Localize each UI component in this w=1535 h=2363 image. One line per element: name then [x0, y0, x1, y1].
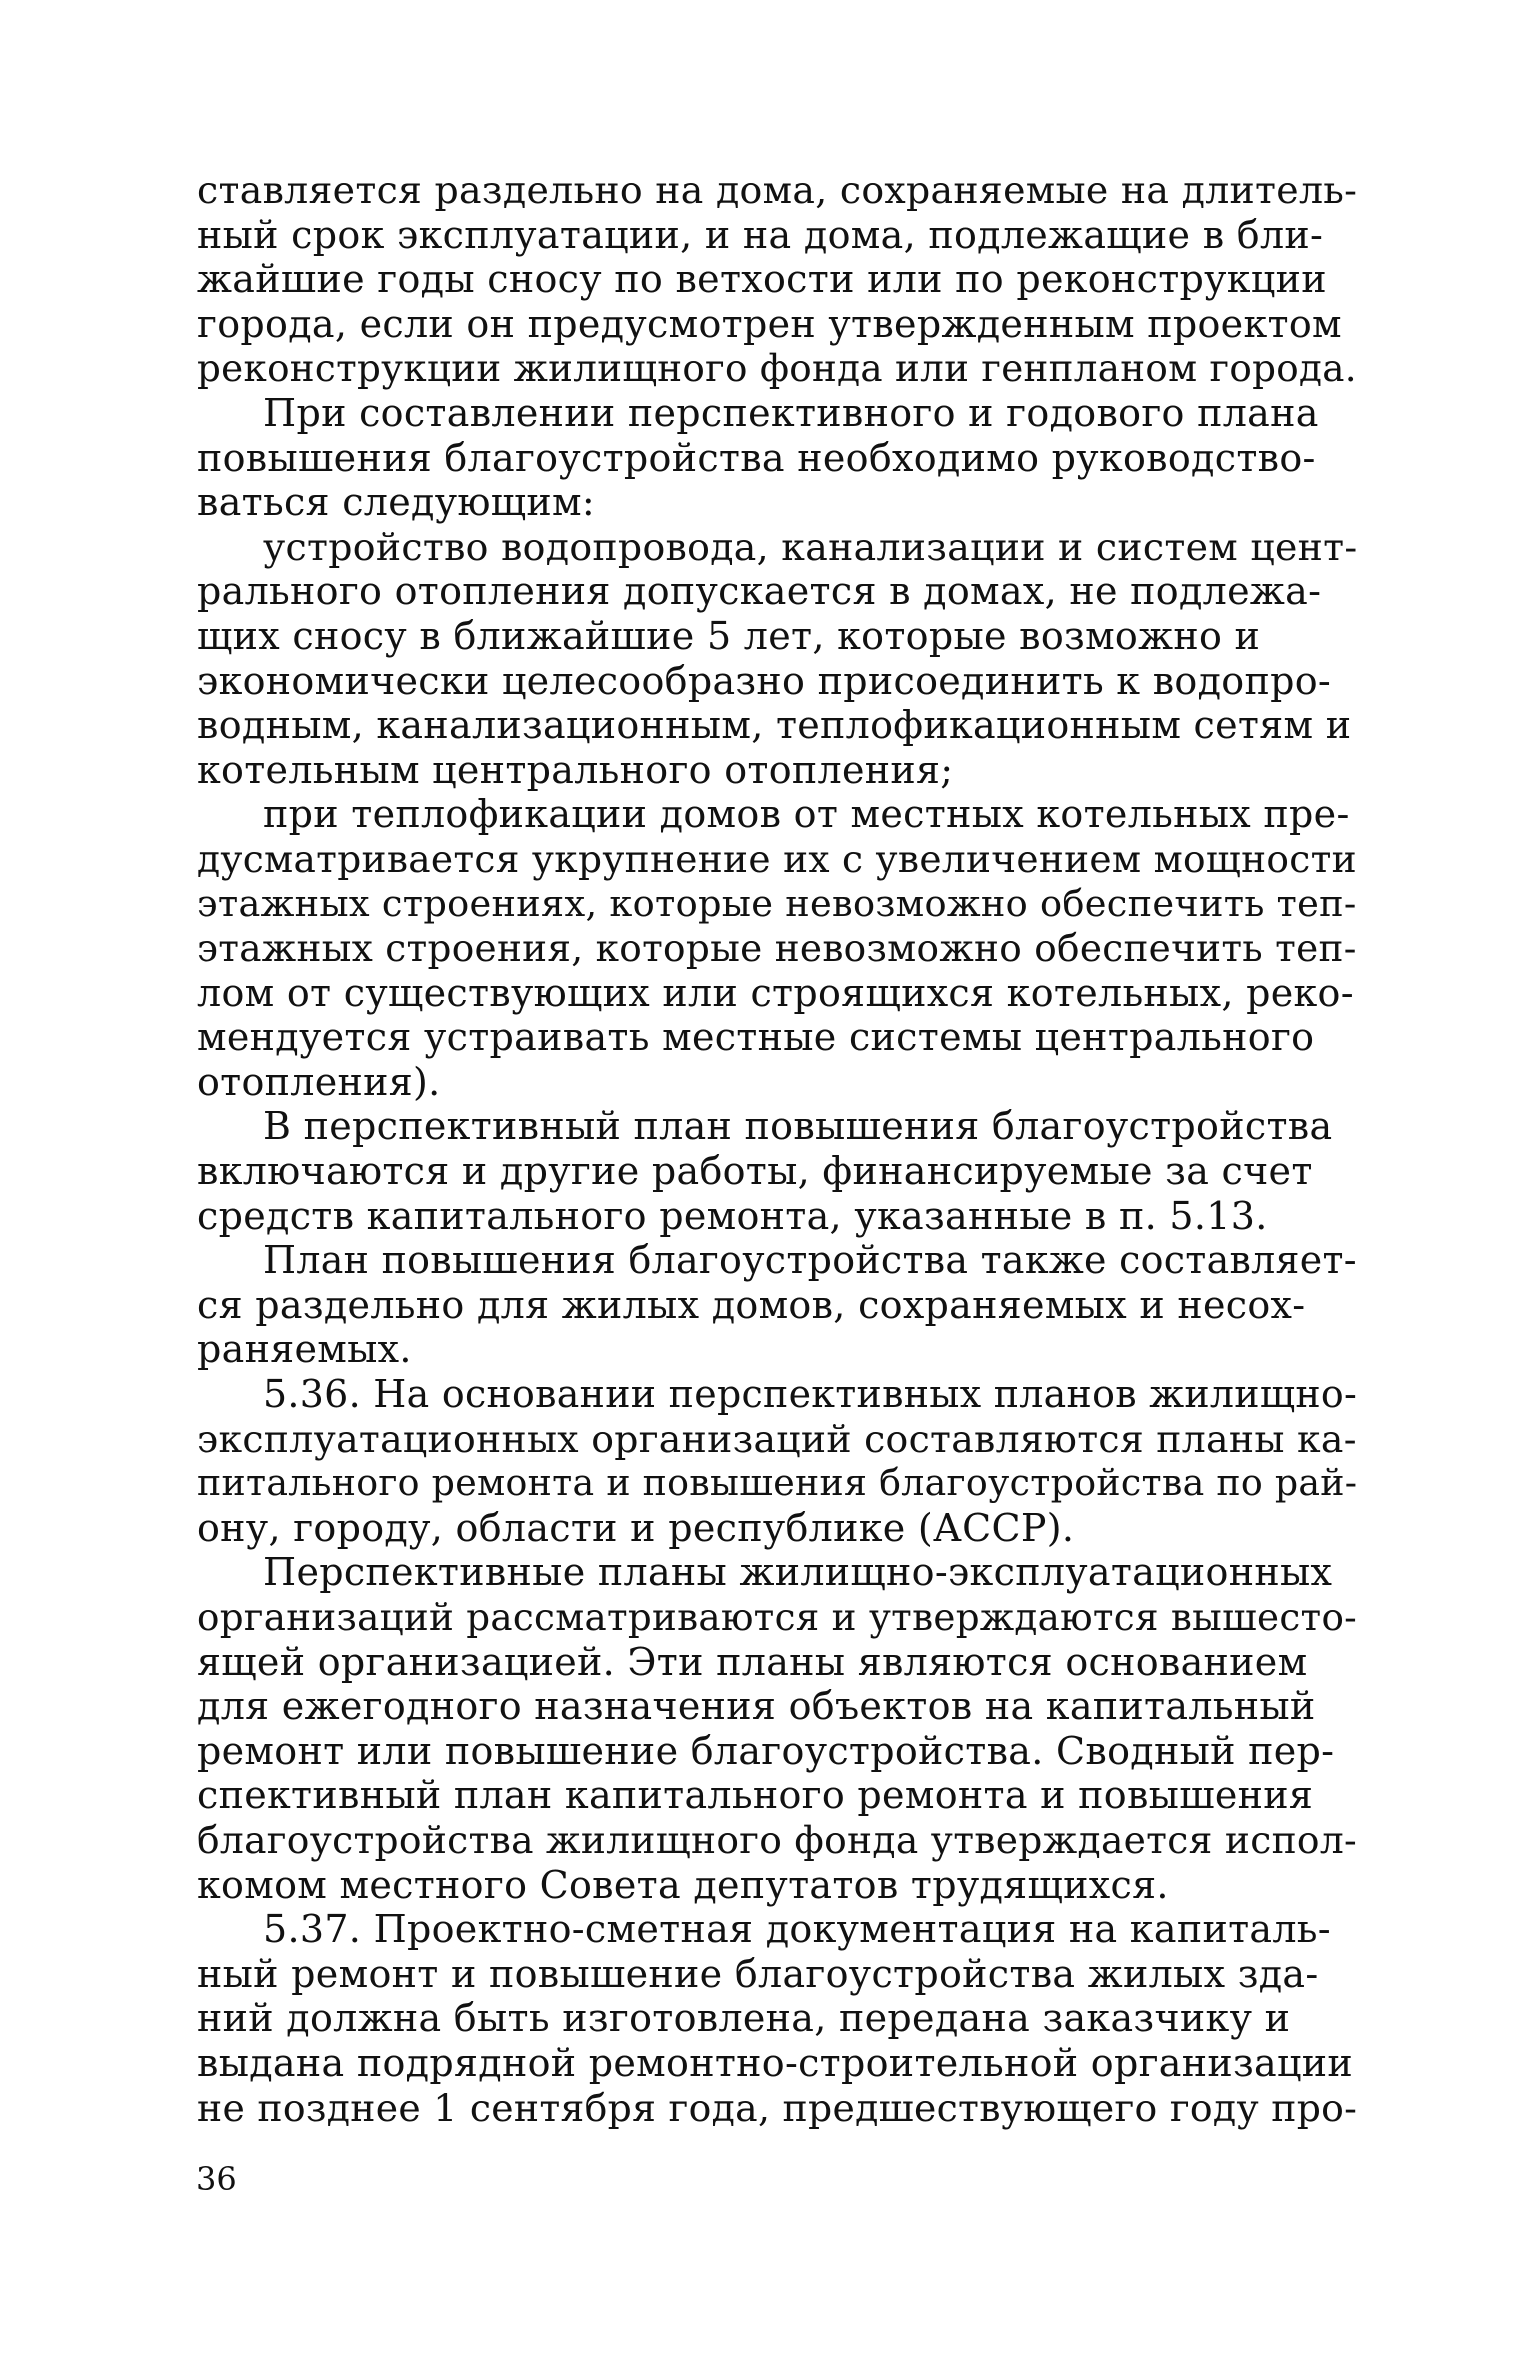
text-line: для ежегодного назначения объектов на капитальный — [197, 1684, 1316, 1729]
text-line: жайшие годы сносу по ветхости или по реконструкции — [197, 257, 1327, 302]
text-line: дусматривается укрупнение их с увеличением мощности — [197, 836, 1357, 881]
text-line: 5.36. На основании перспективных планов жилищно- — [263, 1372, 1357, 1417]
text-line: В перспективный план повышения благоустройства — [263, 1104, 1333, 1149]
text-line: эксплуатационных организаций составляются планы ка- — [197, 1416, 1357, 1461]
text-line: раняемых. — [197, 1327, 412, 1372]
text-line: города, если он предусмотрен утвержденным проектом — [197, 301, 1342, 346]
text-line: ящей организацией. Эти планы являются основанием — [197, 1639, 1308, 1684]
body-text — [197, 168, 1357, 2130]
text-line: ный срок эксплуатации, и на дома, подлежащие в бли- — [197, 212, 1324, 257]
text-line: ону, городу, области и республике (АССР). — [197, 1505, 1075, 1550]
text-line: комом местного Совета депутатов трудящихся. — [197, 1862, 1169, 1907]
text-line: включаются и другие работы, финансируемые за счет — [197, 1149, 1313, 1194]
text-line: экономически целесообразно присоединить к водопро- — [197, 658, 1332, 703]
text-line: не позднее 1 сентября года, предшествующего году про- — [197, 2085, 1357, 2130]
text-line: ний должна быть изготовлена, передана заказчику и — [197, 1996, 1291, 2041]
text-line: водным, канализационным, теплофикационным сетям и — [197, 703, 1352, 748]
text-line: ный ремонт и повышение благоустройства жилых зда- — [197, 1951, 1319, 1996]
text-line: котельным центрального отопления; — [197, 747, 954, 792]
text-line: организаций рассматриваются и утверждаются вышесто- — [197, 1595, 1357, 1639]
page-number: 36 — [196, 2160, 237, 2198]
text-line: План повышения благоустройства также составляет- — [263, 1238, 1357, 1283]
text-line: реконструкции жилищного фонда или генпланом города. — [197, 346, 1357, 391]
text-line: этажных строениях, которые невозможно обеспечить теп- — [197, 881, 1357, 925]
text-line: повышения благоустройства необходимо руководство- — [197, 435, 1316, 480]
text-line: При составлении перспективного и годового плана — [263, 390, 1319, 435]
text-line: ся раздельно для жилых домов, сохраняемых и несох- — [197, 1282, 1306, 1327]
text-line: средств капитального ремонта, указанные в п. 5.13. — [197, 1193, 1268, 1238]
text-line: спективный план капитального ремонта и повышения — [197, 1773, 1314, 1818]
text-line: мендуется устраивать местные системы центрального — [197, 1015, 1315, 1060]
text-line: ставляется раздельно на дома, сохраняемые на длитель- — [197, 168, 1357, 212]
text-line: благоустройства жилищного фонда утверждается испол- — [197, 1817, 1357, 1862]
text-line: отопления). — [197, 1059, 441, 1104]
text-line: питального ремонта и повышения благоустройства по рай- — [197, 1461, 1357, 1505]
text-line: лом от существующих или строящихся котельных, реко- — [197, 970, 1354, 1015]
text-line: ремонт или повышение благоустройства. Сводный пер- — [197, 1728, 1335, 1773]
text-line: щих сносу в ближайшие 5 лет, которые возможно и — [197, 613, 1261, 658]
text-line: Перспективные планы жилищно-эксплуатационных — [263, 1550, 1333, 1595]
text-line: устройство водопровода, канализации и систем цент- — [263, 524, 1357, 569]
text-line: при теплофикации домов от местных котельных пре- — [263, 792, 1350, 837]
text-line: выдана подрядной ремонтно-строительной организации — [197, 2040, 1353, 2085]
text-line: ваться следующим: — [197, 480, 595, 525]
text-line: 5.37. Проектно-сметная документация на капиталь- — [263, 1907, 1331, 1952]
text-line: рального отопления допускается в домах, не подлежа- — [197, 569, 1322, 614]
text-line: этажных строения, которые невозможно обеспечить теп- — [197, 926, 1357, 971]
